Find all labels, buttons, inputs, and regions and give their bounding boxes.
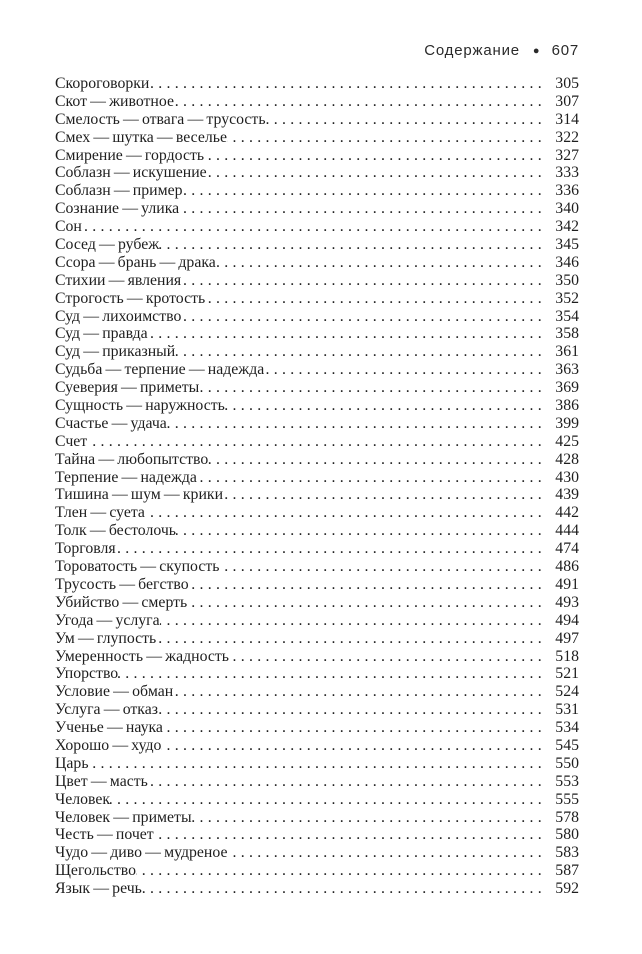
toc-row [55, 308, 579, 326]
toc-row [55, 809, 579, 827]
toc-entry-page: 439 [555, 486, 579, 504]
dot-leader [176, 522, 546, 540]
toc-entry-page: 534 [555, 719, 579, 737]
toc-entry-title: Торговля [55, 540, 116, 558]
toc-entry-title: Человек [55, 790, 111, 808]
toc-row [55, 379, 579, 397]
dot-leader [156, 630, 546, 648]
toc-entry-page: 333 [555, 164, 579, 182]
toc-row [55, 844, 579, 862]
toc-entry-page: 521 [555, 665, 579, 683]
dot-leader [189, 576, 546, 594]
toc-entry-title: Цвет — масть [55, 772, 148, 790]
toc-entry-page: 524 [555, 683, 579, 701]
toc-entry-title: Язык — речь [55, 880, 142, 898]
dot-leader [167, 415, 546, 433]
toc-entry-page: 354 [555, 307, 579, 325]
dot-leader [219, 558, 546, 576]
toc-entry-page: 346 [555, 253, 579, 271]
toc-entry-page: 345 [555, 236, 579, 254]
toc-entry-title: Человек — приметы [55, 808, 192, 826]
dot-leader [174, 93, 546, 111]
dot-leader [208, 451, 546, 469]
toc-entry-title: Строгость — кротость [55, 289, 206, 307]
toc-entry-page: 350 [555, 271, 579, 289]
toc-row [55, 272, 579, 290]
dot-leader [228, 844, 547, 862]
toc-entry-page: 442 [555, 504, 579, 522]
toc-entry-title: Судьба — терпение — надежда [55, 361, 265, 379]
toc-entry-title: Сосед — рубеж [55, 236, 160, 254]
toc-entry-page: 314 [555, 110, 579, 128]
toc-entry-title: Тороватость — скупость [55, 558, 220, 576]
dot-leader [229, 648, 546, 666]
toc-row [55, 880, 579, 898]
toc-entry-title: Соблазн — искушение [55, 164, 207, 182]
toc-entry-page: 553 [555, 772, 579, 790]
dot-leader [158, 701, 546, 719]
toc-entry-title: Суд — приказный [55, 343, 176, 361]
dot-leader [204, 147, 546, 165]
toc-entry-page: 583 [555, 844, 579, 862]
toc-row [55, 75, 579, 93]
toc-row [55, 236, 579, 254]
dot-leader [148, 325, 546, 343]
toc-row [55, 182, 579, 200]
running-header-title: Содержание [424, 42, 520, 59]
dot-leader [223, 486, 546, 504]
toc-entry-page: 474 [555, 540, 579, 558]
dot-leader [266, 111, 546, 129]
toc-row [55, 451, 579, 469]
dot-leader [183, 182, 546, 200]
toc-entry-title: Умеренность — жадность [55, 647, 229, 665]
toc-row [55, 325, 579, 343]
toc-row [55, 290, 579, 308]
toc-entry-page: 578 [555, 808, 579, 826]
dot-leader [207, 164, 546, 182]
toc-entry-title: Услуга — отказ [55, 701, 158, 719]
toc-entry-page: 518 [555, 647, 579, 665]
toc-entry-page: 307 [555, 92, 579, 110]
toc-entry-title: Смирение — гордость [55, 146, 205, 164]
toc-row [55, 719, 579, 737]
toc-entry-title: Тишина — шум — крики [55, 486, 224, 504]
toc-entry-title: Скороговорки [55, 75, 150, 92]
toc-entry-title: Царь [55, 754, 89, 772]
toc-entry-page: 545 [555, 736, 579, 754]
dot-leader [136, 862, 546, 880]
toc-entry-page: 491 [555, 575, 579, 593]
dot-leader [149, 75, 546, 93]
toc-entry-title: Упорство [55, 665, 119, 683]
toc-entry-title: Сущность — наружность [55, 397, 225, 415]
toc-list [55, 75, 579, 898]
toc-entry-title: Скот — животное [55, 92, 174, 110]
toc-entry-title: Счет [55, 432, 88, 450]
toc-entry-title: Суд — лихоимство [55, 307, 182, 325]
dot-leader [110, 791, 546, 809]
toc-row [55, 147, 579, 165]
toc-entry-page: 555 [555, 790, 579, 808]
toc-row [55, 93, 579, 111]
toc-entry-title: Щегольство [55, 862, 136, 880]
toc-entry-page: 361 [555, 343, 579, 361]
dot-leader [118, 665, 546, 683]
toc-row [55, 558, 579, 576]
dot-leader [264, 361, 546, 379]
toc-row [55, 737, 579, 755]
toc-entry-title: Толк — бестолочь [55, 522, 176, 540]
dot-leader [181, 308, 546, 326]
toc-entry-title: Соблазн — пример [55, 182, 183, 200]
toc-row [55, 343, 579, 361]
dot-leader [197, 469, 546, 487]
dot-leader [148, 773, 546, 791]
toc-entry-title: Стихии — явления [55, 271, 182, 289]
toc-entry-title: Ссора — брань — драка [55, 253, 216, 271]
toc-entry-page: 342 [555, 218, 579, 236]
toc-row [55, 701, 579, 719]
toc-row [55, 594, 579, 612]
toc-entry-page: 550 [555, 754, 579, 772]
dot-leader [225, 397, 546, 415]
dot-leader [175, 343, 546, 361]
toc-row [55, 469, 579, 487]
toc-entry-title: Угода — услуга [55, 611, 160, 629]
toc-entry-page: 305 [555, 75, 579, 92]
toc-entry-title: Терпение — надежда [55, 468, 197, 486]
toc-entry-title: Ум — глупость [55, 629, 157, 647]
toc-row [55, 683, 579, 701]
dot-leader [116, 540, 546, 558]
toc-row [55, 791, 579, 809]
dot-leader [192, 809, 546, 827]
toc-entry-page: 493 [555, 593, 579, 611]
toc-entry-title: Сознание — улика [55, 200, 180, 218]
toc-row [55, 111, 579, 129]
toc-entry-page: 494 [555, 611, 579, 629]
toc-row [55, 612, 579, 630]
toc-entry-page: 336 [555, 182, 579, 200]
toc-row [55, 773, 579, 791]
dot-leader [227, 129, 546, 147]
toc-entry-page: 497 [555, 629, 579, 647]
dot-leader [142, 880, 546, 898]
toc-entry-page: 486 [555, 558, 579, 576]
dot-leader [145, 504, 546, 522]
toc-row [55, 755, 579, 773]
toc-row [55, 433, 579, 451]
toc-row [55, 486, 579, 504]
dot-leader [89, 755, 546, 773]
dot-leader [179, 200, 546, 218]
toc-entry-title: Смелость — отвага — трусость [55, 110, 266, 128]
dot-leader [82, 218, 546, 236]
toc-entry-page: 444 [555, 522, 579, 540]
toc-entry-page: 352 [555, 289, 579, 307]
toc-row [55, 415, 579, 433]
toc-row [55, 200, 579, 218]
toc-entry-title: Чудо — диво — мудреное [55, 844, 228, 862]
dot-leader [160, 612, 546, 630]
toc-entry-title: Суд — правда [55, 325, 148, 343]
toc-row [55, 397, 579, 415]
toc-entry-title: Условие — обман [55, 683, 174, 701]
bullet-icon: ● [532, 44, 540, 57]
toc-entry-title: Смех — шутка — веселье [55, 128, 227, 146]
toc-entry-page: 322 [555, 128, 579, 146]
toc-row [55, 129, 579, 147]
toc-row [55, 826, 579, 844]
toc-entry-page: 340 [555, 200, 579, 218]
toc-entry-page: 327 [555, 146, 579, 164]
toc-row [55, 504, 579, 522]
toc-entry-title: Суеверия — приметы [55, 379, 200, 397]
toc-row [55, 218, 579, 236]
toc-entry-page: 425 [555, 432, 579, 450]
toc-entry-page: 386 [555, 397, 579, 415]
toc-row [55, 576, 579, 594]
toc-entry-page: 428 [555, 450, 579, 468]
toc-entry-title: Счастье — удача [55, 414, 167, 432]
toc-row [55, 630, 579, 648]
toc-row [55, 164, 579, 182]
toc-entry-title: Тлен — суета [55, 504, 145, 522]
toc-row [55, 522, 579, 540]
toc-entry-page: 587 [555, 862, 579, 880]
toc-row [55, 648, 579, 666]
dot-leader [205, 290, 546, 308]
dot-leader [199, 379, 546, 397]
toc-row [55, 254, 579, 272]
toc-row [55, 665, 579, 683]
toc-entry-page: 531 [555, 701, 579, 719]
dot-leader [87, 433, 546, 451]
dot-leader [161, 737, 546, 755]
toc-entry-page: 430 [555, 468, 579, 486]
toc-entry-page: 592 [555, 880, 579, 898]
dot-leader [173, 683, 546, 701]
dot-leader [154, 826, 546, 844]
toc-entry-title: Честь — почет [55, 826, 154, 844]
toc-entry-title: Хорошо — худо [55, 736, 162, 754]
toc-row [55, 862, 579, 880]
dot-leader [181, 272, 546, 290]
toc-row [55, 361, 579, 379]
dot-leader [216, 254, 546, 272]
toc-entry-title: Убийство — смерть [55, 593, 188, 611]
toc-entry-title: Сон [55, 218, 82, 236]
toc-entry-page: 399 [555, 414, 579, 432]
toc-row [55, 540, 579, 558]
toc-entry-title: Трусость — бегство [55, 575, 189, 593]
toc-entry-page: 358 [555, 325, 579, 343]
toc-entry-title: Тайна — любопытство [55, 450, 209, 468]
dot-leader [187, 594, 546, 612]
toc-entry-page: 580 [555, 826, 579, 844]
running-header-page-number: 607 [551, 42, 579, 59]
toc-entry-page: 369 [555, 379, 579, 397]
toc-entry-page: 363 [555, 361, 579, 379]
dot-leader [159, 236, 546, 254]
dot-leader [163, 719, 546, 737]
running-header [55, 42, 579, 59]
toc-entry-title: Ученье — наука [55, 719, 163, 737]
